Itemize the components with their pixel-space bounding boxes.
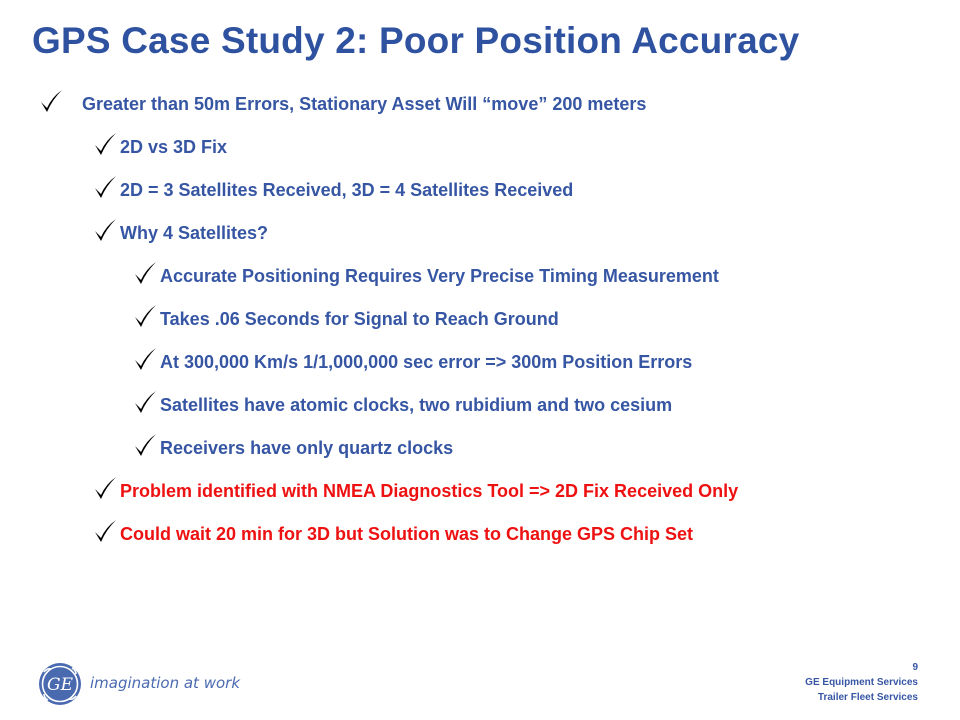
bullet-item [92, 174, 573, 200]
checkmark-icon [92, 518, 118, 544]
bullet-item [132, 389, 672, 415]
bullet-text: Problem identified with NMEA Diagnostics Tool => 2D Fix Received Only [120, 481, 739, 501]
bullet-item [132, 303, 559, 329]
org-line-2: Trailer Fleet Services [817, 692, 918, 703]
bullet-text: Could wait 20 min for 3D but Solution was to Change GPS Chip Set [120, 524, 694, 544]
bullet-text: Receivers have only quartz clocks [160, 438, 454, 458]
checkmark-icon [92, 475, 118, 501]
bullet-item [132, 432, 453, 458]
checkmark-icon [132, 389, 158, 415]
checkmark-icon [92, 174, 118, 200]
bullet-text: Satellites have atomic clocks, two rubidium and two cesium [160, 395, 673, 415]
bullet-item [132, 260, 719, 286]
org-line-1: GE Equipment Services [805, 677, 918, 688]
bullet-text: Accurate Positioning Requires Very Precise Timing Measurement [160, 266, 719, 286]
footer-info [805, 660, 918, 705]
checkmark-icon [92, 131, 118, 157]
bullet-item [92, 518, 693, 544]
bullet-item [38, 88, 646, 114]
ge-monogram-icon [38, 662, 82, 706]
bullet-item [92, 131, 227, 157]
bullet-text: Why 4 Satellites? [120, 223, 269, 243]
bullet-text: Greater than 50m Errors, Stationary Asset Will “move” 200 meters [82, 94, 647, 114]
checkmark-icon [132, 432, 158, 458]
tagline: imagination at work [90, 674, 240, 692]
slide-title: GPS Case Study 2: Poor Position Accuracy [32, 20, 800, 61]
checkmark-icon [132, 303, 158, 329]
checkmark-icon [38, 88, 64, 114]
checkmark-icon [92, 217, 118, 243]
bullet-text: 2D vs 3D Fix [120, 137, 228, 157]
bullet-text: 2D = 3 Satellites Received, 3D = 4 Satellites Received [120, 180, 574, 200]
checkmark-icon [132, 346, 158, 372]
bullet-item [92, 217, 268, 243]
checkmark-icon [132, 260, 158, 286]
bullet-text: At 300,000 Km/s 1/1,000,000 sec error => 300m Position Errors [160, 352, 693, 372]
bullet-item [92, 475, 738, 501]
bullet-item [132, 346, 692, 372]
bullet-text: Takes .06 Seconds for Signal to Reach Ground [160, 309, 559, 329]
logo-text: GE [47, 675, 73, 695]
page-number: 9 [912, 662, 918, 673]
